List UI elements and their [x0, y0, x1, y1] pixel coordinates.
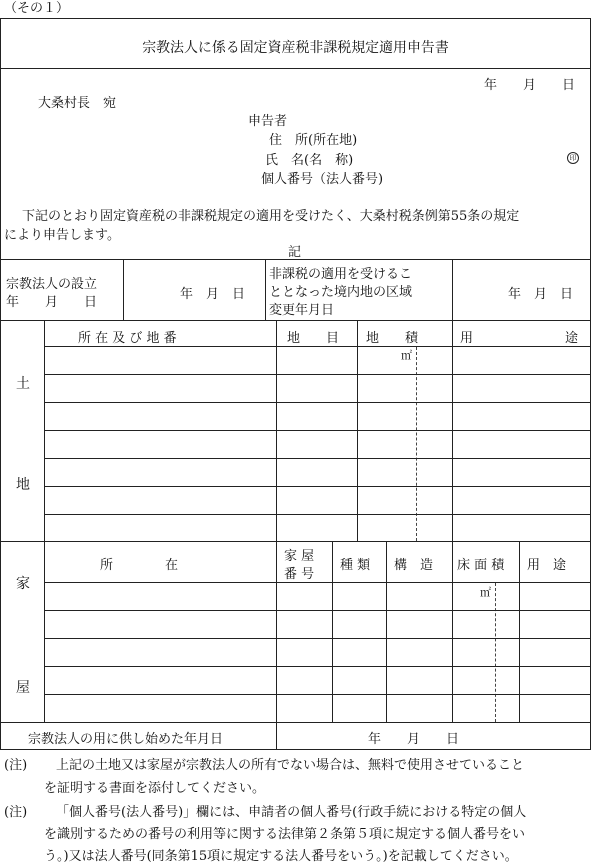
house-header-use: 用 途	[527, 558, 567, 573]
applicant-name-label: 氏 名(名 称)	[265, 153, 354, 168]
house-area-decimal-sep	[495, 583, 496, 722]
note-1-line-1: 上記の土地又は家屋が宗教法人の所有でない場合は、無料で使用させていること	[56, 758, 525, 773]
land-header-use: 用	[460, 331, 500, 346]
house-header-location: 所 在	[100, 558, 179, 573]
start-use-sep	[276, 722, 277, 749]
land-row-line	[44, 430, 591, 431]
frame-top	[0, 18, 591, 19]
established-label: 宗教法人の設立	[6, 277, 98, 292]
note-2-line-1: 「個人番号(法人番号)」欄には、申請者の個人番号(行政手続における特定の個人	[56, 805, 527, 820]
land-header-area: 地 積	[366, 331, 419, 346]
house-row-line	[44, 638, 591, 639]
dates-divider	[0, 320, 591, 321]
house-header-number-bottom: 番 号	[284, 567, 315, 582]
land-header-line	[44, 346, 591, 347]
land-area-unit: ㎡	[401, 349, 412, 362]
established-label-date: 年 月 日	[6, 295, 98, 310]
house-row-line	[44, 694, 591, 695]
frame-bottom	[0, 749, 591, 750]
house-row-line	[44, 610, 591, 611]
ki-mark: 記	[288, 245, 302, 260]
document-title: 宗教法人に係る固定資産税非課税規定適用申告書	[142, 40, 449, 56]
land-side-label-bottom: 地	[16, 477, 30, 493]
dates-sep-2	[265, 259, 266, 320]
land-area-decimal-sep	[416, 347, 417, 541]
house-side-label-top: 家	[16, 576, 30, 592]
house-header-structure: 構 造	[394, 558, 434, 573]
boundary-label-1: 非課税の適用を受けるこ	[269, 267, 413, 282]
house-header-floor-area: 床 面 積	[457, 558, 505, 573]
land-row-line	[44, 514, 591, 515]
land-side-label-top: 土	[16, 376, 30, 392]
land-house-divider	[0, 541, 591, 542]
land-row-line	[44, 486, 591, 487]
land-header-use-end: 途	[565, 331, 579, 346]
note-2-line-2: を識別するための番号の利用等に関する法律第２条第５項に規定する個人番号をい	[44, 827, 526, 842]
house-side-label-bottom: 屋	[16, 680, 30, 696]
date-field: 年 月 日	[484, 78, 576, 93]
land-row-line	[44, 374, 591, 375]
boundary-date-field: 年 月 日	[508, 287, 574, 302]
applicant-address-label: 住 所(所在地)	[269, 133, 358, 148]
note-2-line-3: う。)又は法人番号(同条第15項に規定する法人番号をいう。)を記載してください。	[44, 849, 518, 864]
house-header-number-top: 家 屋	[284, 549, 315, 564]
frame-left	[0, 18, 1, 749]
declaration-line-2: により申告します。	[4, 228, 120, 243]
established-date-field: 年 月 日	[180, 287, 246, 302]
seal-icon: 印	[567, 152, 579, 164]
start-use-date-field: 年 月 日	[368, 732, 460, 747]
land-row-line	[44, 402, 591, 403]
boundary-label-2: ととなった境内地の区域	[269, 285, 413, 300]
declaration-line-1: 下記のとおり固定資産税の非課税規定の適用を受けたく、大桑村税条例第55条の規定	[22, 209, 520, 224]
house-area-unit: ㎡	[480, 586, 491, 599]
boundary-label-3: 変更年月日	[269, 303, 335, 318]
house-bottom-divider	[0, 722, 591, 723]
addressee: 大桑村長 宛	[38, 96, 117, 111]
land-header-category: 地 目	[287, 331, 340, 346]
applicant-number-label: 個人番号（法人番号)	[261, 172, 384, 187]
note-2-mark: (注)	[4, 805, 28, 820]
house-header-line	[44, 582, 591, 583]
note-1-line-2: を証明する書面を添付してください。	[44, 781, 266, 796]
start-use-label: 宗教法人の用に供し始めた年月日	[28, 732, 224, 747]
note-1-mark: (注)	[4, 758, 28, 773]
form-number: （その１）	[4, 1, 70, 16]
dates-sep-3	[452, 259, 453, 320]
applicant-label: 申告者	[248, 114, 288, 129]
house-header-kind: 種 類	[340, 558, 371, 573]
land-row-line	[44, 458, 591, 459]
house-row-line	[44, 666, 591, 667]
title-divider	[0, 68, 591, 69]
land-header-location: 所 在 及 び 地 番	[78, 331, 177, 346]
dates-sep-1	[123, 259, 124, 320]
